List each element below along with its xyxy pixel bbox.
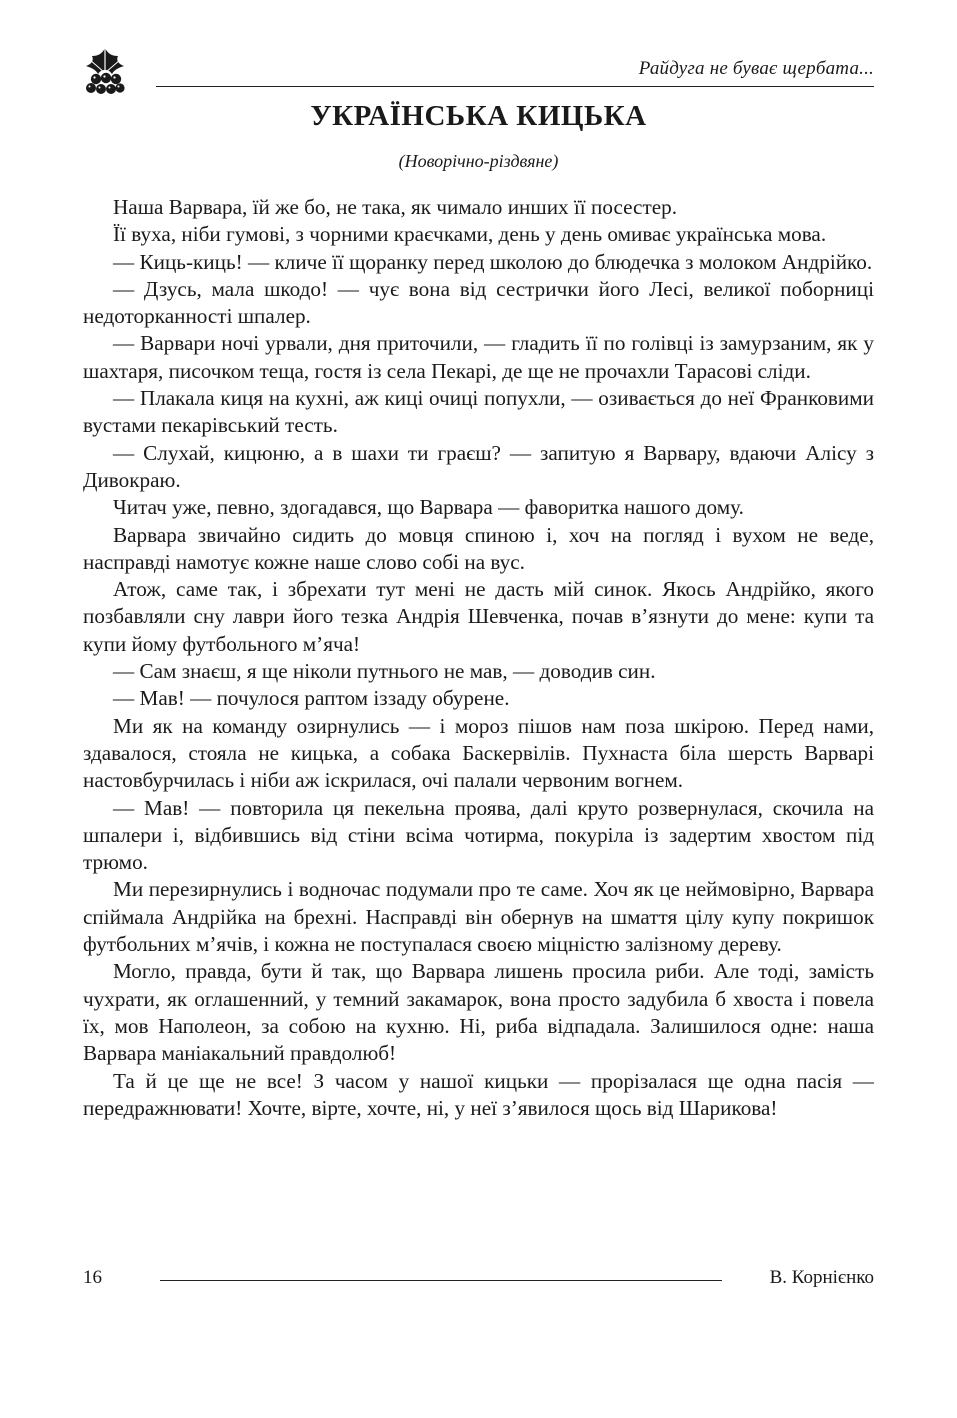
paragraph: Наша Варвара, їй же бо, не така, як чимало инших її посестер. xyxy=(113,195,678,219)
paragraph: Та й це ще не все! З часом у нашої кицьки — прорізалася ще одна пасія — передражнювати! Хочте, вірте, хочте, ні, у неї з’явилося щось від Шарикова! xyxy=(83,1068,874,1120)
header-rule xyxy=(156,86,874,87)
footer-rule xyxy=(160,1280,722,1281)
viburnum-berries-icon xyxy=(80,44,130,98)
paragraph: — Киць-киць! — кличе її щоранку перед школою до блюдечка з молоком Андрійко. xyxy=(113,249,873,274)
paragraph: Ми перезирнулись і водночас подумали про те саме. Хоч як це неймовірно, Варвара спіймала Андрійка на брехні. Насправді він обернув на шмаття цілу купу покришок футбольних м’ячів, і кожна не поступалася своєю міцністю залізному дереву. xyxy=(83,877,874,957)
paragraph: Могло, правда, бути й так, що Варвара лишень просила риби. Але тоді, замість чухрати, як оглашенний, у темний закамарок, вона просто задубила б хвоста і повела їх, мов Наполеон, за собою на кухню. Ні, риба відпадала. Залишилося одне: наша Варвара маніакальний правдолюб! xyxy=(83,959,874,1066)
paragraph: Атож, саме так, і збрехати тут мені не дасть мій синок. Якось Андрійко, якого позбавляли сну лаври його тезка Андрія Шевченка, почав в’язнути до мене: купи та купи йому футбольного м’яча! xyxy=(83,577,874,656)
paragraph: Ми як на команду озирнулись — і мороз пішов нам поза шкірою. Перед нами, здавалося, стояла не кицька, а собака Баскервілів. Пухнаста біла шерсть Варварі настовбурчилась і ніби аж іскрилася, очі палали червоним вогнем. xyxy=(83,713,874,793)
paragraph: Читач уже, певно, здогадався, що Варвара — фаворитка нашого дому. xyxy=(113,495,744,520)
story-body xyxy=(83,194,874,1122)
paragraph: — Плакала киця на кухні, аж киці очиці попухли, — озивається до неї Франковими вустами пекарівський тесть. xyxy=(83,386,874,438)
story-subtitle: (Новорічно-різдвяне) xyxy=(398,151,559,171)
paragraph: — Сам знаєш, я ще ніколи путнього не мав, — доводив син. xyxy=(113,659,656,684)
paragraph: Її вуха, ніби гумові, з чорними краєчками, день у день омиває українська мова. xyxy=(113,222,827,247)
paragraph: — Дзусь, мала шкодо! — чує вона від сестрички його Лесі, великої поборниці недоторканності шпалер. xyxy=(83,276,874,329)
paragraph: — Мав! — почулося раптом іззаду обурене. xyxy=(113,686,510,711)
story-title: УКРАЇНСЬКА КИЦЬКА xyxy=(310,100,647,132)
page-number: 16 xyxy=(83,1267,102,1288)
paragraph: — Варвари ночі урвали, дня приточили, — гладить її по голівці із замурзаним, як у шахтаря, писочком теща, гостя із села Пекарі, де ще не прочахли Тарасові сліди. xyxy=(83,331,874,383)
paragraph: — Слухай, кицюню, а в шахи ти граєш? — запитую я Варвару, вдаючи Алісу з Дивокраю. xyxy=(83,440,874,492)
paragraph: — Мав! — повторила ця пекельна проява, далі круто розвернулася, скочила на шпалери і, відбившись від стіни всіма чотирма, покуріла із задертим хвостом під трюмо. xyxy=(83,795,874,875)
paragraph: Варвара звичайно сидить до мовця спиною і, хоч на погляд і вухом не веде, насправді намотує кожне наше слово собі на вус. xyxy=(83,522,874,574)
author-name: В. Корнієнко xyxy=(769,1267,874,1288)
running-title: Райдуга не буває щербата... xyxy=(638,58,874,79)
